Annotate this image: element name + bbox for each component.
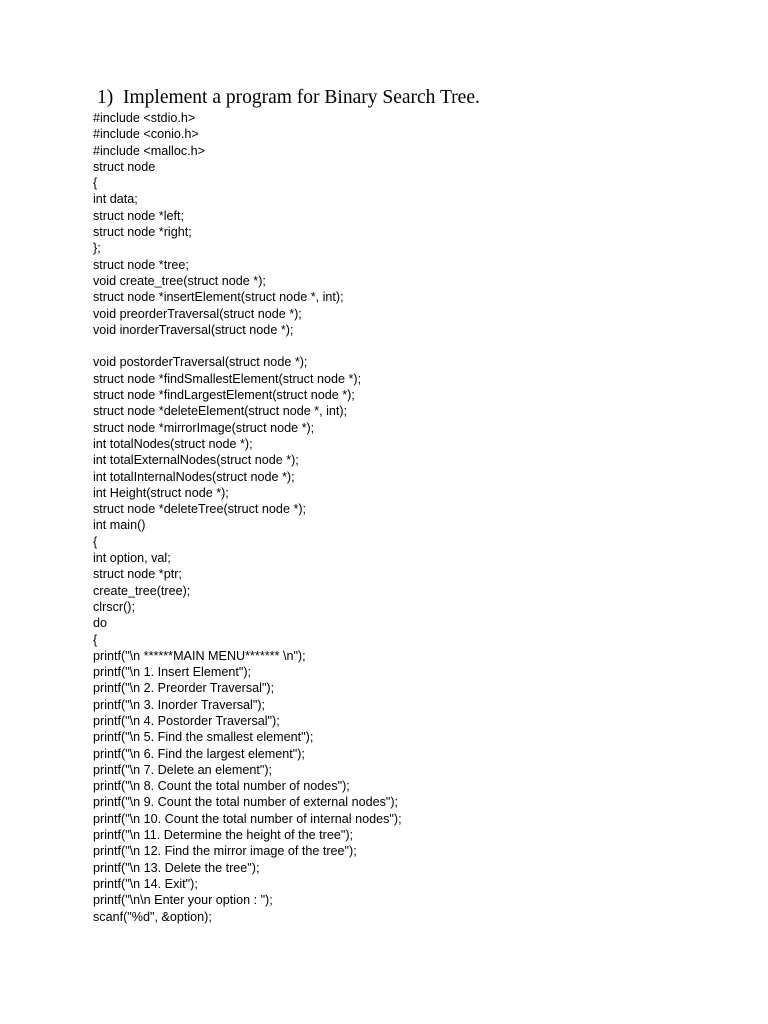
code-line: struct node *findSmallestElement(struct node *);: [93, 371, 362, 386]
code-line: scanf("%d", &option);: [93, 909, 212, 924]
code-line: int Height(struct node *);: [93, 485, 229, 500]
code-line: printf("\n ******MAIN MENU******* \n");: [93, 648, 306, 663]
code-line: printf("\n 8. Count the total number of nodes");: [93, 779, 350, 794]
code-line: struct node *deleteTree(struct node *);: [93, 502, 307, 517]
code-line: #include <stdio.h>: [93, 111, 196, 125]
code-line: {: [93, 176, 98, 191]
code-line: struct node *deleteElement(struct node *, int);: [93, 404, 348, 419]
code-line: int data;: [93, 192, 138, 207]
blank-code-line: [93, 338, 753, 354]
code-line: printf("\n 2. Preorder Traversal");: [93, 681, 275, 696]
code-line: printf("\n 5. Find the smallest element");: [93, 730, 314, 745]
code-line: printf("\n 7. Delete an element");: [93, 762, 273, 777]
code-line: create_tree(tree);: [93, 583, 191, 598]
code-line: struct node *ptr;: [93, 567, 182, 582]
code-line: printf("\n\n Enter your option : ");: [93, 893, 273, 908]
code-line: struct node *mirrorImage(struct node *);: [93, 420, 315, 435]
code-line: int main(): [93, 518, 146, 533]
code-listing: [93, 110, 753, 925]
document-heading: 1) Implement a program for Binary Search Tree.: [97, 87, 480, 108]
code-line: printf("\n 1. Insert Element");: [93, 665, 252, 680]
code-line: struct node *left;: [93, 208, 185, 223]
code-line: void preorderTraversal(struct node *);: [93, 306, 302, 321]
code-line: printf("\n 3. Inorder Traversal");: [93, 697, 266, 712]
code-line: printf("\n 10. Count the total number of internal nodes");: [93, 811, 402, 826]
code-line: struct node *tree;: [93, 257, 189, 272]
code-line: do: [93, 616, 108, 631]
code-line: clrscr();: [93, 599, 135, 614]
code-line: #include <malloc.h>: [93, 143, 206, 158]
code-line: {: [93, 534, 98, 549]
code-line: int totalNodes(struct node *);: [93, 436, 253, 451]
code-line: printf("\n 9. Count the total number of external nodes");: [93, 795, 399, 810]
code-line: printf("\n 14. Exit");: [93, 876, 198, 891]
code-line: printf("\n 6. Find the largest element");: [93, 746, 305, 761]
code-line: };: [93, 241, 101, 256]
code-line: void create_tree(struct node *);: [93, 273, 266, 288]
code-line: #include <conio.h>: [93, 127, 199, 142]
code-line: int option, val;: [93, 551, 171, 566]
code-line: printf("\n 12. Find the mirror image of the tree");: [93, 844, 357, 859]
code-line: struct node *findLargestElement(struct node *);: [93, 388, 355, 403]
code-line: void inorderTraversal(struct node *);: [93, 322, 294, 337]
code-line: struct node *insertElement(struct node *, int);: [93, 290, 344, 305]
code-line: void postorderTraversal(struct node *);: [93, 355, 308, 370]
code-line: struct node *right;: [93, 225, 192, 240]
code-line: int totalInternalNodes(struct node *);: [93, 469, 295, 484]
code-line: printf("\n 4. Postorder Traversal");: [93, 713, 280, 728]
code-line: {: [93, 632, 98, 647]
code-line: printf("\n 11. Determine the height of the tree");: [93, 828, 354, 843]
code-line: printf("\n 13. Delete the tree");: [93, 860, 260, 875]
code-line: struct node: [93, 159, 156, 174]
code-line: int totalExternalNodes(struct node *);: [93, 453, 299, 468]
